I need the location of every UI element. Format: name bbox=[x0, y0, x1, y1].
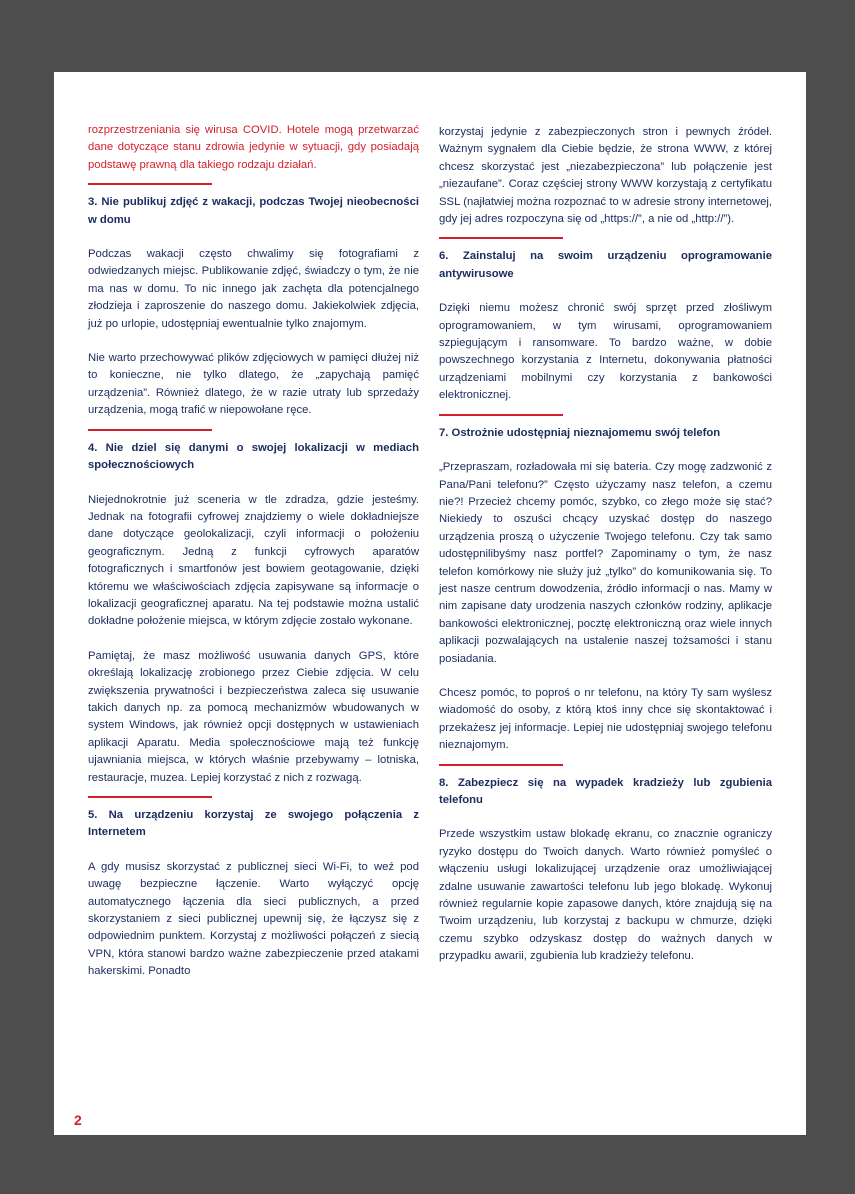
continued-paragraph: korzystaj jedynie z zabezpieczonych stron i pewnych źródeł. Ważnym sygnałem dla Ciebie będzie, że strona WWW, z której chcesz skorzystać jest „niezabezpieczona” lub połączenie jest „niezaufane”. Coraz częściej strony WWW korzystają z certyfikatu SSL (najłatwiej można rozpoznać to w adresie strony internetowej, gdy jej adres rozpoczyna się od „https://”, a nie od „http://”). bbox=[439, 126, 772, 226]
section-title: 6. Zainstaluj na swoim urządzeniu oprogramowanie antywirusowe bbox=[439, 250, 772, 280]
left-column bbox=[88, 122, 419, 981]
section-title: 4. Nie dziel się danymi o swojej lokalizacji w mediach społecznościowych bbox=[88, 441, 419, 472]
section-divider bbox=[88, 183, 212, 185]
section-3 bbox=[88, 194, 419, 419]
section-paragraph: Nie warto przechowywać plików zdjęciowych w pamięci dłużej niż to konieczne, nie tylko dlatego, że „zapychają pamięć urządzenia”. Również dlatego, że w razie utraty lub sprzedaży urządzenia, mogą trafić w niepowołane ręce. bbox=[88, 352, 419, 417]
section-title: 8. Zabezpiecz się na wypadek kradzieży lub zgubienia telefonu bbox=[439, 776, 772, 806]
section-title: 5. Na urządzeniu korzystaj ze swojego połączenia z Internetem bbox=[88, 809, 419, 839]
section-paragraph: Niejednokrotnie już sceneria w tle zdradza, gdzie jesteśmy. Jednak na fotografii cyfrowej znajdziemy o wiele dokładniejsze dane dotyczące geolokalizacji, czyli informacji o położeniu geograficznym. Jedną z funkcji cyfrowych aparatów fotograficznych i smartfonów jest bowiem geotagowanie, dzięki któremu we właściwościach zdjęcia zapisywane są informacje o lokalizacji geograficznej aparatu. Na tej podstawie można ustalić dokładne położenie miejsca, w którym zdjęcie zostało wykonane. bbox=[88, 493, 419, 628]
section-7 bbox=[439, 425, 772, 755]
section-6 bbox=[439, 248, 772, 404]
section-divider bbox=[88, 429, 212, 431]
section-4 bbox=[88, 440, 419, 787]
section-divider bbox=[439, 237, 563, 239]
section-divider bbox=[88, 796, 212, 798]
section-title: 7. Ostrożnie udostępniaj nieznajomemu swój telefon bbox=[439, 426, 721, 439]
section-paragraph: „Przepraszam, rozładowała mi się bateria. Czy mogę zadzwonić z Pana/Pani telefonu?” Często użyczamy nasz telefon, a czemu nie?! Przecież chcemy pomóc, szybko, co złego może się stać? Niekiedy to oszuści chcący uzyskać dostęp do naszego urządzenia proszą o użyczenie Twojego telefonu. Czy tak samo udostępnilibyśmy nasz portfel? Zapominamy o tym, że nasz telefon komórkowy nie służy już „tylko” do komunikowania się. To jest nasze centrum dowodzenia, źródło informacji o nas. Mamy w nim zapisane daty urodzenia naszych członków rodziny, aplikacje bankowości elektronicznej, pocztę elektroniczną oraz wiele innych aplikacji pozwalających na ustalenie naszej tożsamości i stanu posiadania. bbox=[439, 461, 772, 665]
section-paragraph: Dzięki niemu możesz chronić swój sprzęt przed złośliwym oprogramowaniem, w tym wirusami, oprogramowaniem szpiegującym i ransomware. To bardzo ważne, w dobie powszechnego korzystania z Internetu, dokonywania płatności urządzeniami mobilnymi czy korzystania z bankowości elektronicznej. bbox=[439, 302, 772, 402]
section-5 bbox=[88, 807, 419, 981]
section-title: 3. Nie publikuj zdjęć z wakacji, podczas Twojej nieobecności w domu bbox=[88, 196, 419, 226]
page-number: 2 bbox=[74, 1112, 82, 1128]
section-8 bbox=[439, 775, 772, 966]
intro-paragraph: rozprzestrzeniania się wirusa COVID. Hotele mogą przetwarzać dane dotyczące stanu zdrowia jedynie w sytuacji, gdy posiadają podstawę prawną dla takiego rodzaju działań. bbox=[88, 124, 419, 171]
section-paragraph: Chcesz pomóc, to poproś o nr telefonu, na który Ty sam wyślesz wiadomość do osoby, z którą ktoś inny chce się skontaktować i przekażesz jej informacje. Lepiej nie udostępniaj swojego telefonu nieznajomym. bbox=[439, 686, 772, 752]
section-paragraph: Podczas wakacji często chwalimy się fotografiami z odwiedzanych miejsc. Publikowanie zdjęć, świadczy o tym, że nie ma nas w domu. To nic innego jak zachęta dla potencjalnego złodzieja i zaproszenie do naszego domu. Jakiekolwiek zdjęcia, już po urlopie, udostępniaj ewentualnie tylko znajomym. bbox=[88, 248, 419, 330]
right-column bbox=[439, 124, 772, 966]
section-divider bbox=[439, 414, 563, 416]
section-divider bbox=[439, 764, 563, 766]
section-paragraph: Przede wszystkim ustaw blokadę ekranu, co znacznie ograniczy ryzyko dostępu do Twoich danych. Warto również pomyśleć o włączeniu usługi lokalizującej urządzenie oraz umożliwiającej zdalne usuwanie zawartości telefonu lub jego blokadę. Wykonuj również regularnie kopie zapasowe danych, które znajdują się na Twoim urządzeniu, lub korzystaj z backupu w chmurze, dzięki czemu szybko odzyskasz dostęp do ważnych danych w przypadku awarii, zgubienia lub kradzieży telefonu. bbox=[439, 828, 772, 963]
section-paragraph: Pamiętaj, że masz możliwość usuwania danych GPS, które określają lokalizację zrobionego przez Ciebie zdjęcia. W celu zwiększenia prywatności i bezpieczeństwa zaleca się usuwanie takich danych np. za pomocą mechanizmów wbudowanych w system Windows, jak również opcji dostępnych w ustawieniach aplikacji Aparatu. Media społecznościowe mają też funkcję ujawniania miejsca, w których właśnie przebywamy – lotniska, restauracje, muzea. Lepiej korzystać z nich z rozwagą. bbox=[88, 649, 419, 784]
document-page bbox=[54, 72, 806, 1135]
section-paragraph: A gdy musisz skorzystać z publicznej sieci Wi-Fi, to weź pod uwagę bezpieczne łączenie. Warto wyłączyć opcję automatycznego łączenia dla sieci publicznych, a przed skorzystaniem z sieci publicznej upewnij się, że łączysz się z odpowiednim punktem. Korzystaj z możliwości połączeń z siecią VPN, która stanowi bardzo ważne zabezpieczenie przed atakami hakerskimi. Ponadto bbox=[88, 860, 419, 978]
